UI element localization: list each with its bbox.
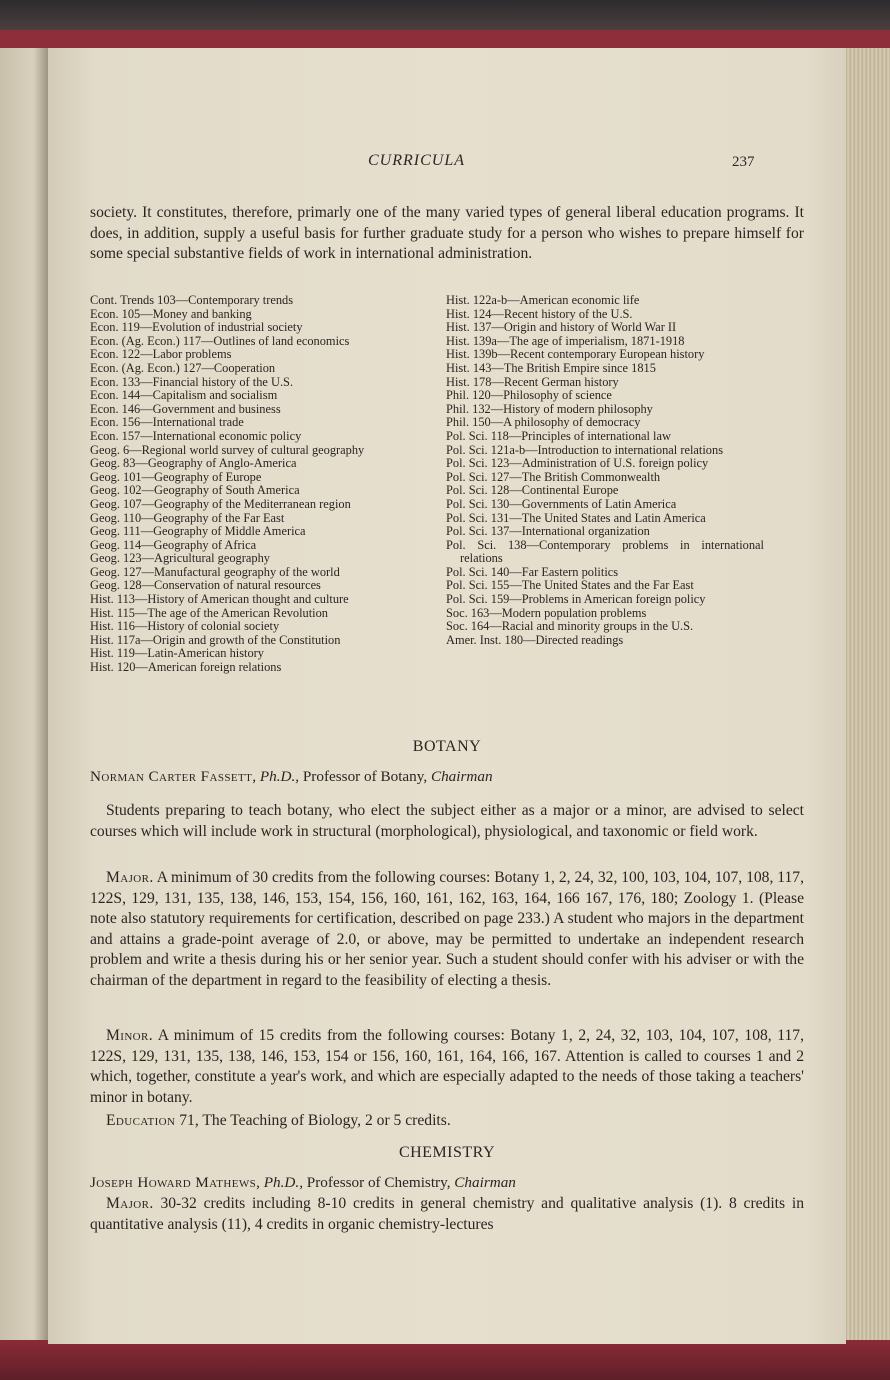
faculty-chair: Chairman (454, 1174, 516, 1191)
faculty-degree: Ph.D., (263, 1174, 303, 1191)
course-item: Econ. 144—Capitalism and socialism (90, 388, 278, 403)
course-item: Hist. 113—History of American thought and culture (90, 592, 349, 607)
page-stack-edge (846, 48, 890, 1344)
course-list-right (446, 294, 764, 647)
faculty-role: Professor of Botany, (299, 768, 431, 785)
running-head: CURRICULA (368, 152, 465, 169)
course-item: Geog. 123—Agricultural geography (90, 551, 270, 566)
faculty-chair: Chairman (430, 768, 493, 785)
page-header (48, 152, 846, 174)
course-item: Pol. Sci. 128—Continental Europe (446, 483, 619, 498)
course-item: Amer. Inst. 180—Directed readings (446, 632, 624, 647)
faculty-name: Joseph Howard Mathews (90, 1174, 257, 1191)
botany-faculty-line: Norman Carter Fassett, Ph.D., Professor of Botany, Chairman (90, 768, 493, 785)
course-item: Hist. 119—Latin-American history (90, 646, 265, 661)
course-item: Hist. 117a—Origin and growth of the Constitution (90, 632, 341, 647)
course-item: Hist. 120—American foreign relations (90, 660, 282, 675)
education-label: Education (106, 1112, 176, 1129)
minor-text: A minimum of 15 credits from the following courses: Botany 1, 2, 24, 32, 103, 104, 107, 108, 117, 122S, 129, 131, 135, 138, 146, 153, 154 or 156, 160, 161, 164, 166, 167. Attention is called to courses 1 and 2 which, together, constitute a year's work, and which are especially adapted to the needs of those taking a teachers' minor in botany. (90, 1027, 804, 1106)
course-item: Hist. 115—The age of the American Revolution (90, 605, 329, 620)
course-item: Pol. Sci. 123—Administration of U.S. foreign policy (446, 456, 709, 471)
course-item: Phil. 132—History of modern philosophy (446, 401, 653, 416)
course-item: Hist. 122a-b—American economic life (446, 293, 640, 307)
course-item: Geog. 128—Conservation of natural resources (90, 578, 321, 593)
botany-education-paragraph (90, 1111, 804, 1132)
botany-paragraph: Students preparing to teach botany, who elect the subject either as a major or a minor, are advised to select courses which will include work in structural (morphological), physiological, and taxonomic or field work. (90, 802, 804, 840)
course-item: Geog. 101—Geography of Europe (90, 469, 262, 484)
course-item: Geog. 102—Geography of South America (90, 483, 300, 498)
course-item: Econ. 122—Labor problems (90, 347, 232, 362)
minor-label: Minor. (106, 1027, 154, 1044)
course-item: Econ. 105—Money and banking (90, 306, 252, 321)
course-item: Econ. 157—International economic policy (90, 428, 302, 443)
education-text: 71, The Teaching of Biology, 2 or 5 credits. (175, 1112, 451, 1129)
course-item: Soc. 164—Racial and minority groups in the U.S. (446, 619, 694, 634)
course-item: Geog. 114—Geography of Africa (90, 537, 257, 552)
page-number: 237 (732, 154, 755, 170)
course-item: Phil. 150—A philosophy of democracy (446, 415, 641, 430)
course-item: Pol. Sci. 138—Contemporary problems in international relations (446, 537, 764, 566)
course-item: Econ. (Ag. Econ.) 127—Cooperation (90, 360, 276, 375)
major-label: Major. (106, 869, 154, 886)
course-item: Hist. 137—Origin and history of World War II (446, 320, 677, 335)
book-cover-top (0, 30, 890, 50)
section-title-botany: BOTANY (412, 738, 482, 755)
book-cover-bottom (0, 1340, 890, 1380)
course-item: Hist. 116—History of colonial society (90, 619, 280, 634)
chemistry-faculty-line: Joseph Howard Mathews, Ph.D., Professor of Chemistry, Chairman (90, 1174, 516, 1191)
course-item: Hist. 143—The British Empire since 1815 (446, 360, 656, 375)
course-item: Hist. 178—Recent German history (446, 374, 619, 389)
course-item: Pol. Sci. 131—The United States and Latin America (446, 510, 706, 525)
course-item: Geog. 6—Regional world survey of cultural geography (90, 442, 365, 457)
course-item: Pol. Sci. 137—International organization (446, 524, 650, 539)
faculty-role: Professor of Chemistry, (303, 1174, 455, 1191)
course-item: Econ. 119—Evolution of industrial society (90, 320, 303, 335)
course-item: Geog. 110—Geography of the Far East (90, 510, 285, 525)
course-item: Econ. 133—Financial history of the U.S. (90, 374, 294, 389)
course-item: Geog. 83—Geography of Anglo-America (90, 456, 297, 471)
major-text: 30-32 credits including 8-10 credits in general chemistry and qualitative analysis (1). 8 credits in quantitative analysis (11), 4 credits in organic chemistry-lectures (90, 1195, 804, 1233)
course-item: Hist. 139b—Recent contemporary European history (446, 347, 705, 362)
course-item: Econ. 156—International trade (90, 415, 244, 430)
course-item: Pol. Sci. 140—Far Eastern politics (446, 564, 619, 579)
course-item: Pol. Sci. 127—The British Commonwealth (446, 469, 661, 484)
course-item: Geog. 127—Manufactural geography of the world (90, 564, 340, 579)
course-item: Soc. 163—Modern population problems (446, 605, 647, 620)
course-item: Hist. 139a—The age of imperialism, 1871-1918 (446, 333, 685, 348)
botany-major-paragraph (90, 868, 804, 992)
course-item: Pol. Sci. 159—Problems in American foreign policy (446, 592, 706, 607)
chemistry-major-paragraph (90, 1194, 804, 1235)
course-item: Geog. 111—Geography of Middle America (90, 524, 306, 539)
major-label: Major. (106, 1195, 154, 1212)
section-title-chemistry: CHEMISTRY (398, 1144, 496, 1161)
course-item: Geog. 107—Geography of the Mediterranean region (90, 496, 351, 511)
intro-paragraph: society. It constitutes, therefore, primarly one of the many varied types of general liberal education programs. It does, in addition, supply a useful basis for further graduate study for a person who wishes to prepare himself for some special substantive fields of work in international administration. (90, 204, 804, 263)
major-text: A minimum of 30 credits from the following courses: Botany 1, 2, 24, 32, 100, 103, 104, 107, 108, 117, 122S, 129, 131, 135, 138, 146, 153, 154, 156, 160, 161, 162, 163, 164, 166 167, 176, 180; Zoology 1. (Please note also statutory requirements for certification, described on page 233.) A student who majors in the department and attains a grade-point average of 2.0, or above, may be permitted to undertake an independent research problem and write a thesis during his or her senior year. Such a student should confer with his adviser or with the chairman of the department in regard to the feasibility of electing a thesis. (90, 869, 804, 989)
course-item: Hist. 124—Recent history of the U.S. (446, 306, 633, 321)
scanner-background (0, 0, 890, 30)
facing-page-edge (0, 48, 48, 1344)
botany-minor-paragraph (90, 1026, 804, 1108)
course-list-left (90, 294, 415, 675)
course-item: Pol. Sci. 118—Principles of international law (446, 428, 671, 443)
faculty-name: Norman Carter Fassett (90, 768, 253, 785)
course-item: Econ. 146—Government and business (90, 401, 281, 416)
course-item: Cont. Trends 103—Contemporary trends (90, 293, 294, 307)
course-item: Phil. 120—Philosophy of science (446, 388, 612, 403)
faculty-degree: Ph.D., (259, 768, 300, 785)
course-item: Pol. Sci. 121a-b—Introduction to international relations (446, 442, 724, 457)
course-item: Pol. Sci. 130—Governments of Latin America (446, 496, 677, 511)
course-item: Pol. Sci. 155—The United States and the Far East (446, 578, 694, 593)
course-item: Econ. (Ag. Econ.) 117—Outlines of land economics (90, 333, 350, 348)
book-page (48, 48, 846, 1344)
